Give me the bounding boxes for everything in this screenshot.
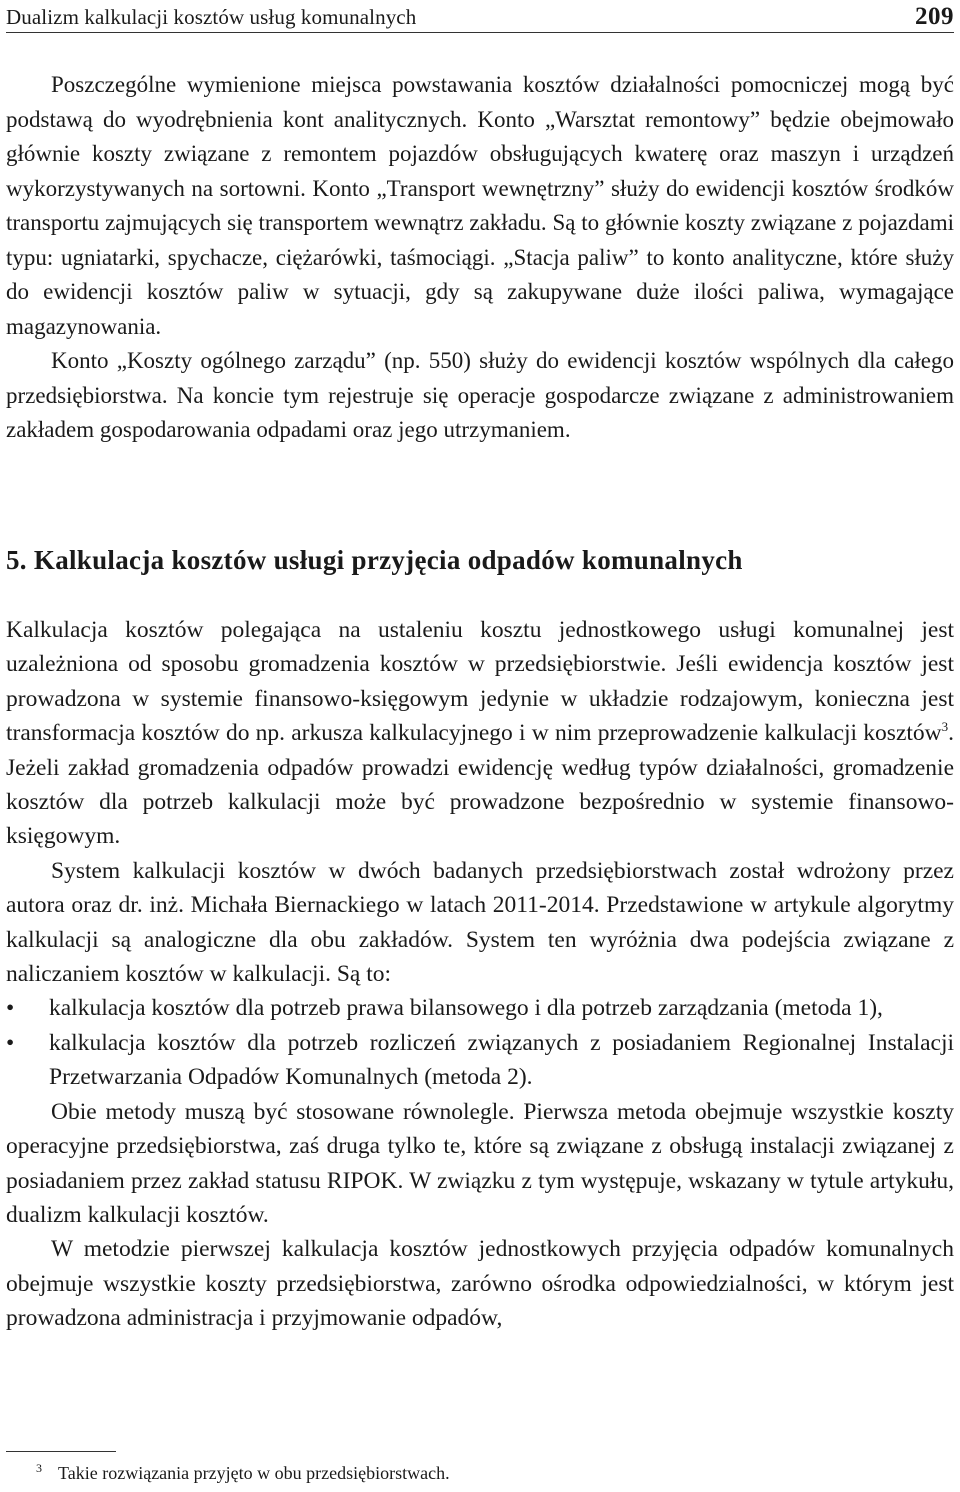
paragraph: Konto „Koszty ogólnego zarządu” (np. 550) służy do ewidencji kosztów wspólnych dla całego przedsiębiorstwa. Na koncie tym rejestruje się operacje gospodarcze związane z administrowaniem zakładem gospodarowania odpadami oraz jego utrzymaniem. [6, 348, 954, 442]
paragraph-text: . Jeżeli zakład gromadzenia odpadów prowadzi ewidencję według typów działalności, gromadzenie kosztów dla potrzeb kalkulacji może być prowadzone bezpośrednio w systemie finansowo-księgowym. [6, 720, 954, 850]
bullet-icon: • [6, 995, 15, 1022]
bullet-icon: • [6, 1029, 15, 1056]
list-item-text: kalkulacja kosztów dla potrzeb prawa bilansowego i dla potrzeb zarządzania (metoda 1), [49, 995, 883, 1022]
running-header [6, 2, 954, 33]
list-item-text: kalkulacja kosztów dla potrzeb rozliczeń związanych z posiadaniem Regionalnej Instalacji Przetwarzania Odpadów Komunalnych (metoda 2). [49, 1029, 954, 1091]
paragraph-text: Kalkulacja kosztów polegająca na ustaleniu kosztu jednostkowego usługi komunalnej jest uzależniona od sposobu gromadzenia kosztów w przedsiębiorstwie. Jeśli ewidencja kosztów jest prowadzona w systemie finansowo-księgowym jedynie w układzie rodzajowym, konieczna jest transformacja kosztów do np. arkusza kalkulacyjnego i w nim przeprowadzenie kalkulacji kosztów [6, 617, 954, 747]
footnote [36, 1461, 450, 1485]
document-page [6, 0, 954, 1492]
page-number: 209 [915, 3, 954, 30]
footnote-reference: 3 [941, 719, 949, 735]
paragraph: W metodzie pierwszej kalkulacja kosztów jednostkowych przyjęcia odpadów komunalnych obejmuje wszystkie koszty przedsiębiorstwa, zarówno ośrodka odpowiedzialności, w którym jest prowadzona administracja i przyjmowanie odpadów, [6, 1236, 954, 1332]
running-title: Dualizm kalkulacji kosztów usług komunalnych [6, 4, 417, 29]
section-cost-accounts [6, 68, 954, 448]
footnote-text: Takie rozwiązania przyjęto w obu przedsiębiorstwach. [58, 1463, 450, 1483]
paragraph: Obie metody muszą być stosowane równolegle. Pierwsza metoda obejmuje wszystkie koszty operacyjne przedsiębiorstwa, zaś druga tylko te, które są związane z obsługą instalacji związanej z posiadaniem przez zakład statusu RIPOK. W związku z tym występuje, wskazany w tytule artykułu, dualizm kalkulacji kosztów. [6, 1098, 954, 1228]
footnote-separator [6, 1451, 116, 1452]
list-item [6, 991, 954, 1025]
section-heading: 5. Kalkulacja kosztów usługi przyjęcia odpadów komunalnych [6, 545, 743, 575]
paragraph [6, 613, 954, 854]
paragraph: System kalkulacji kosztów w dwóch badanych przedsiębiorstwach został wdrożony przez autora oraz dr. inż. Michała Biernackiego w latach 2011-2014. Przedstawione w artykule algorytmy kalkulacji są analogiczne dla obu zakładów. System ten wyróżnia dwa podejścia związane z naliczaniem kosztów w kalkulacji. Są to: [6, 857, 954, 988]
paragraph: Poszczególne wymienione miejsca powstawania kosztów działalności pomocniczej mogą być podstawą do wyodrębnienia kont analitycznych. Konto „Warsztat remontowy” będzie obejmowało głównie koszty związane z remontem pojazdów obsługujących kwaterę oraz maszyn i urządzeń wykorzystywanych na sortowni. Konto „Transport wewnętrzny” służy do ewidencji kosztów środków transportu zajmujących się transportem wewnątrz zakładu. Są to głównie koszty związane z pojazdami typu: ugniatarki, spychacze, ciężarówki, taśmociągi. „Stacja paliw” to konto analityczne, które służy do ewidencji kosztów paliw w sytuacji, gdy są zakupywane duże ilości paliwa, wymagające magazynowania. [6, 72, 954, 339]
bullet-list [6, 991, 954, 1094]
list-item [6, 1026, 954, 1095]
footnote-marker: 3 [36, 1461, 42, 1475]
section-cost-calculation [6, 613, 954, 1336]
